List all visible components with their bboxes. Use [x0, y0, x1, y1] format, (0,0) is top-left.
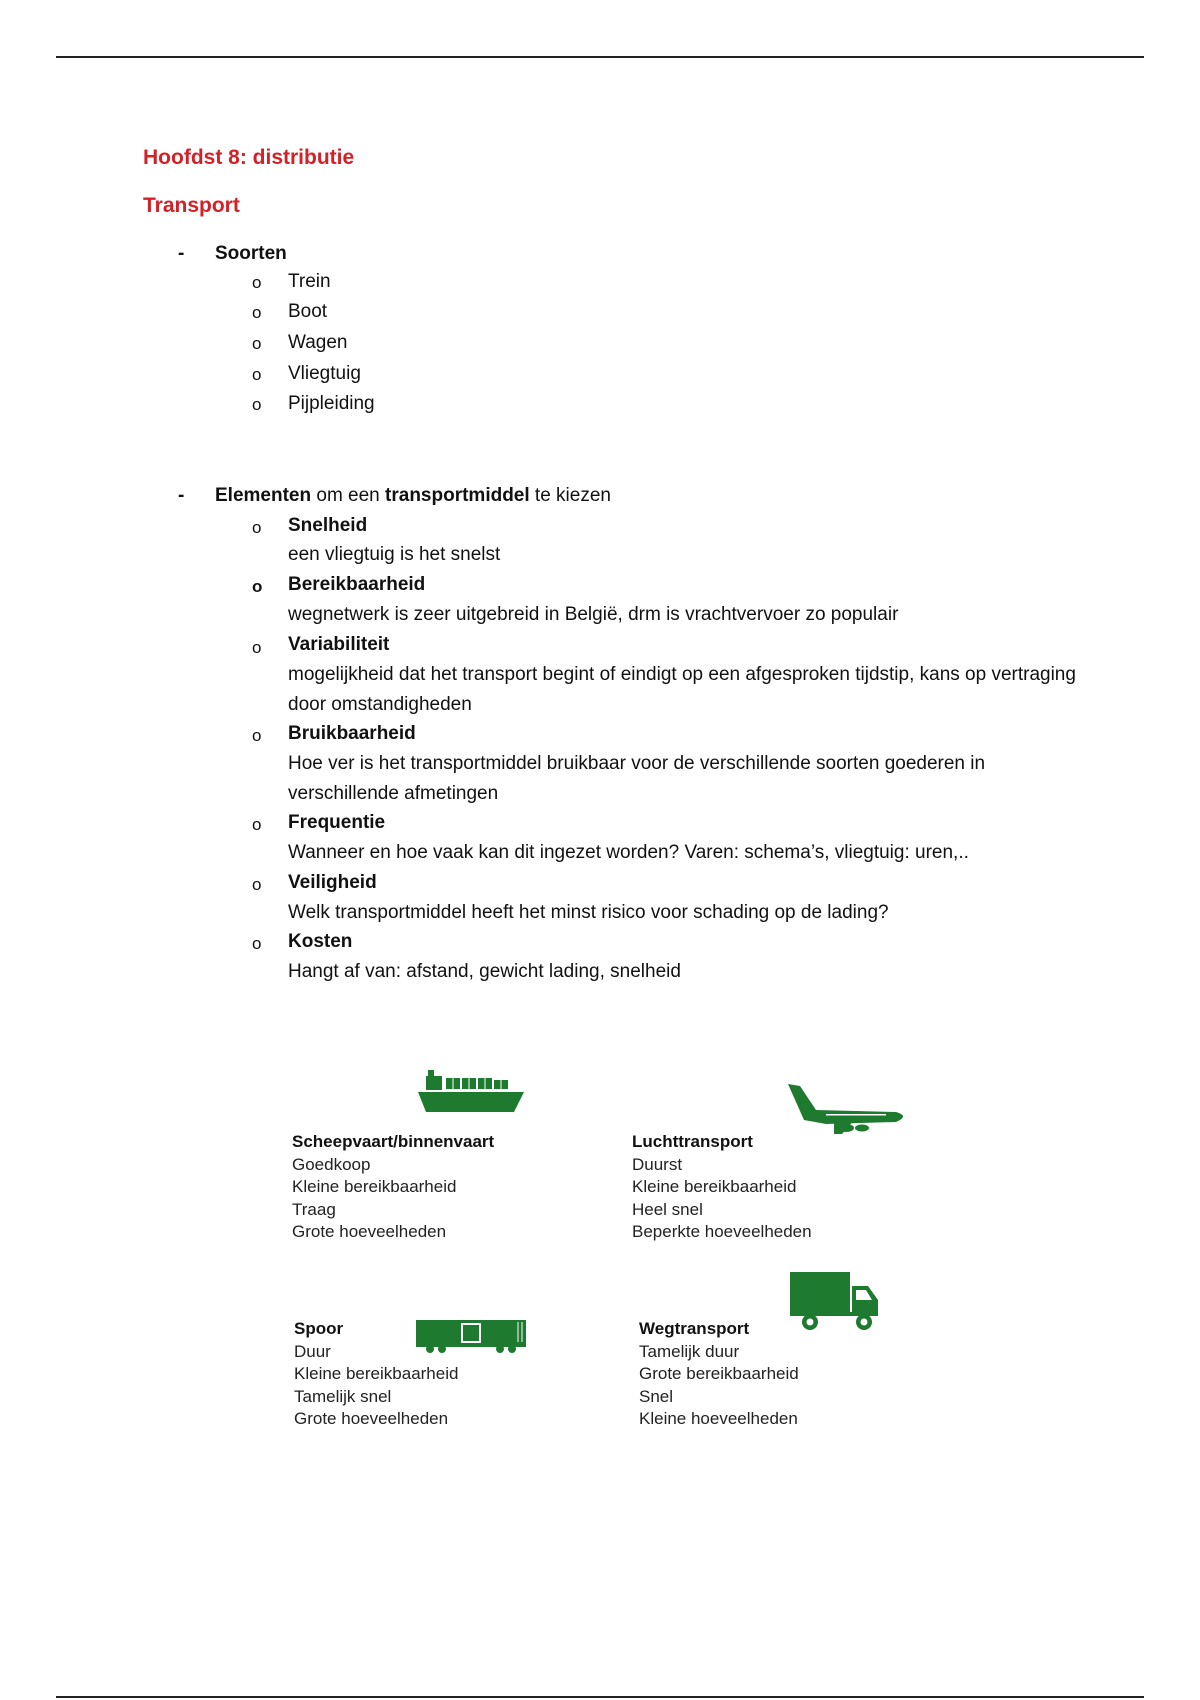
element-name: Bruikbaarheid — [288, 723, 416, 744]
transport-card-ship — [292, 1131, 494, 1244]
card-line: Grote hoeveelheden — [294, 1409, 449, 1428]
element-desc: Wanneer en hoe vaak kan dit ingezet worden? Varen: schema’s, vliegtuig: uren,.. — [288, 842, 969, 863]
transport-card-road — [639, 1318, 799, 1431]
chapter-title: Hoofdst 8: distributie — [143, 146, 355, 169]
elementen-label-mid: om een — [311, 485, 386, 506]
card-line: Traag — [292, 1199, 336, 1219]
bullet-icon: o — [252, 875, 262, 894]
soorten-item: Boot — [288, 301, 328, 322]
element-name: Frequentie — [288, 812, 386, 833]
list-dash: - — [178, 485, 185, 506]
section-title: Transport — [143, 194, 240, 217]
card-line: Grote hoeveelheden — [292, 1222, 447, 1241]
transport-card-rail — [294, 1318, 458, 1431]
bullet-icon: o — [252, 518, 262, 537]
ship-icon — [418, 1066, 524, 1114]
card-title: Wegtransport — [639, 1319, 750, 1338]
card-line: Kleine hoeveelheden — [639, 1409, 798, 1428]
element-name: Snelheid — [288, 515, 368, 536]
element-name: Bereikbaarheid — [288, 574, 426, 595]
card-line: Duur — [294, 1341, 331, 1361]
soorten-item: Pijpleiding — [288, 393, 375, 414]
soorten-item: Trein — [288, 271, 331, 292]
top-rule — [56, 56, 1144, 58]
card-line: Kleine bereikbaarheid — [632, 1177, 797, 1196]
elementen-label-end: te kiezen — [529, 485, 611, 506]
card-line: Kleine bereikbaarheid — [294, 1364, 459, 1383]
element-desc: Hoe ver is het transportmiddel bruikbaar voor de verschillende soorten goederen in verschillende afmetingen — [288, 753, 986, 804]
bullet-icon: o — [252, 273, 262, 292]
card-line: Duurst — [632, 1154, 683, 1174]
card-line: Snel — [639, 1386, 674, 1406]
bullet-icon: o — [252, 577, 263, 596]
bullet-icon: o — [252, 303, 262, 322]
card-title: Spoor — [294, 1319, 344, 1338]
card-line: Goedkoop — [292, 1154, 371, 1174]
element-name: Kosten — [288, 931, 353, 952]
elementen-label-bold2: transportmiddel — [385, 485, 530, 506]
element-desc: Hangt af van: afstand, gewicht lading, snelheid — [288, 961, 681, 982]
element-desc: een vliegtuig is het snelst — [288, 544, 501, 565]
airplane-icon — [786, 1082, 910, 1136]
card-line: Heel snel — [632, 1199, 703, 1219]
element-name: Veiligheid — [288, 872, 377, 893]
bullet-icon: o — [252, 334, 262, 353]
element-name: Variabiliteit — [288, 634, 390, 655]
card-line: Beperkte hoeveelheden — [632, 1222, 812, 1241]
bullet-icon: o — [252, 638, 262, 657]
bullet-icon: o — [252, 395, 262, 414]
soorten-label: Soorten — [215, 243, 287, 264]
bullet-icon: o — [252, 934, 262, 953]
elementen-label — [215, 485, 611, 507]
bottom-rule — [56, 1696, 1144, 1698]
card-title: Scheepvaart/binnenvaart — [292, 1132, 495, 1151]
elementen-label-bold1: Elementen — [215, 485, 312, 506]
truck-icon — [790, 1272, 880, 1332]
list-dash: - — [178, 243, 185, 264]
transport-card-air — [632, 1131, 812, 1244]
card-line: Kleine bereikbaarheid — [292, 1177, 457, 1196]
soorten-item: Vliegtuig — [288, 363, 361, 384]
card-line: Tamelijk duur — [639, 1341, 740, 1361]
card-line: Grote bereikbaarheid — [639, 1364, 799, 1383]
element-desc: mogelijkheid dat het transport begint of eindigt op een afgesproken tijdstip, kans op vertraging door omstandigheden — [288, 664, 1076, 715]
bullet-icon: o — [252, 815, 262, 834]
card-title: Luchttransport — [632, 1132, 753, 1151]
bullet-icon: o — [252, 726, 262, 745]
element-desc: Welk transportmiddel heeft het minst risico voor schading op de lading? — [288, 902, 889, 923]
element-desc: wegnetwerk is zeer uitgebreid in België, drm is vrachtvervoer zo populair — [288, 604, 899, 625]
soorten-item: Wagen — [288, 332, 348, 353]
card-line: Tamelijk snel — [294, 1386, 392, 1406]
bullet-icon: o — [252, 365, 262, 384]
